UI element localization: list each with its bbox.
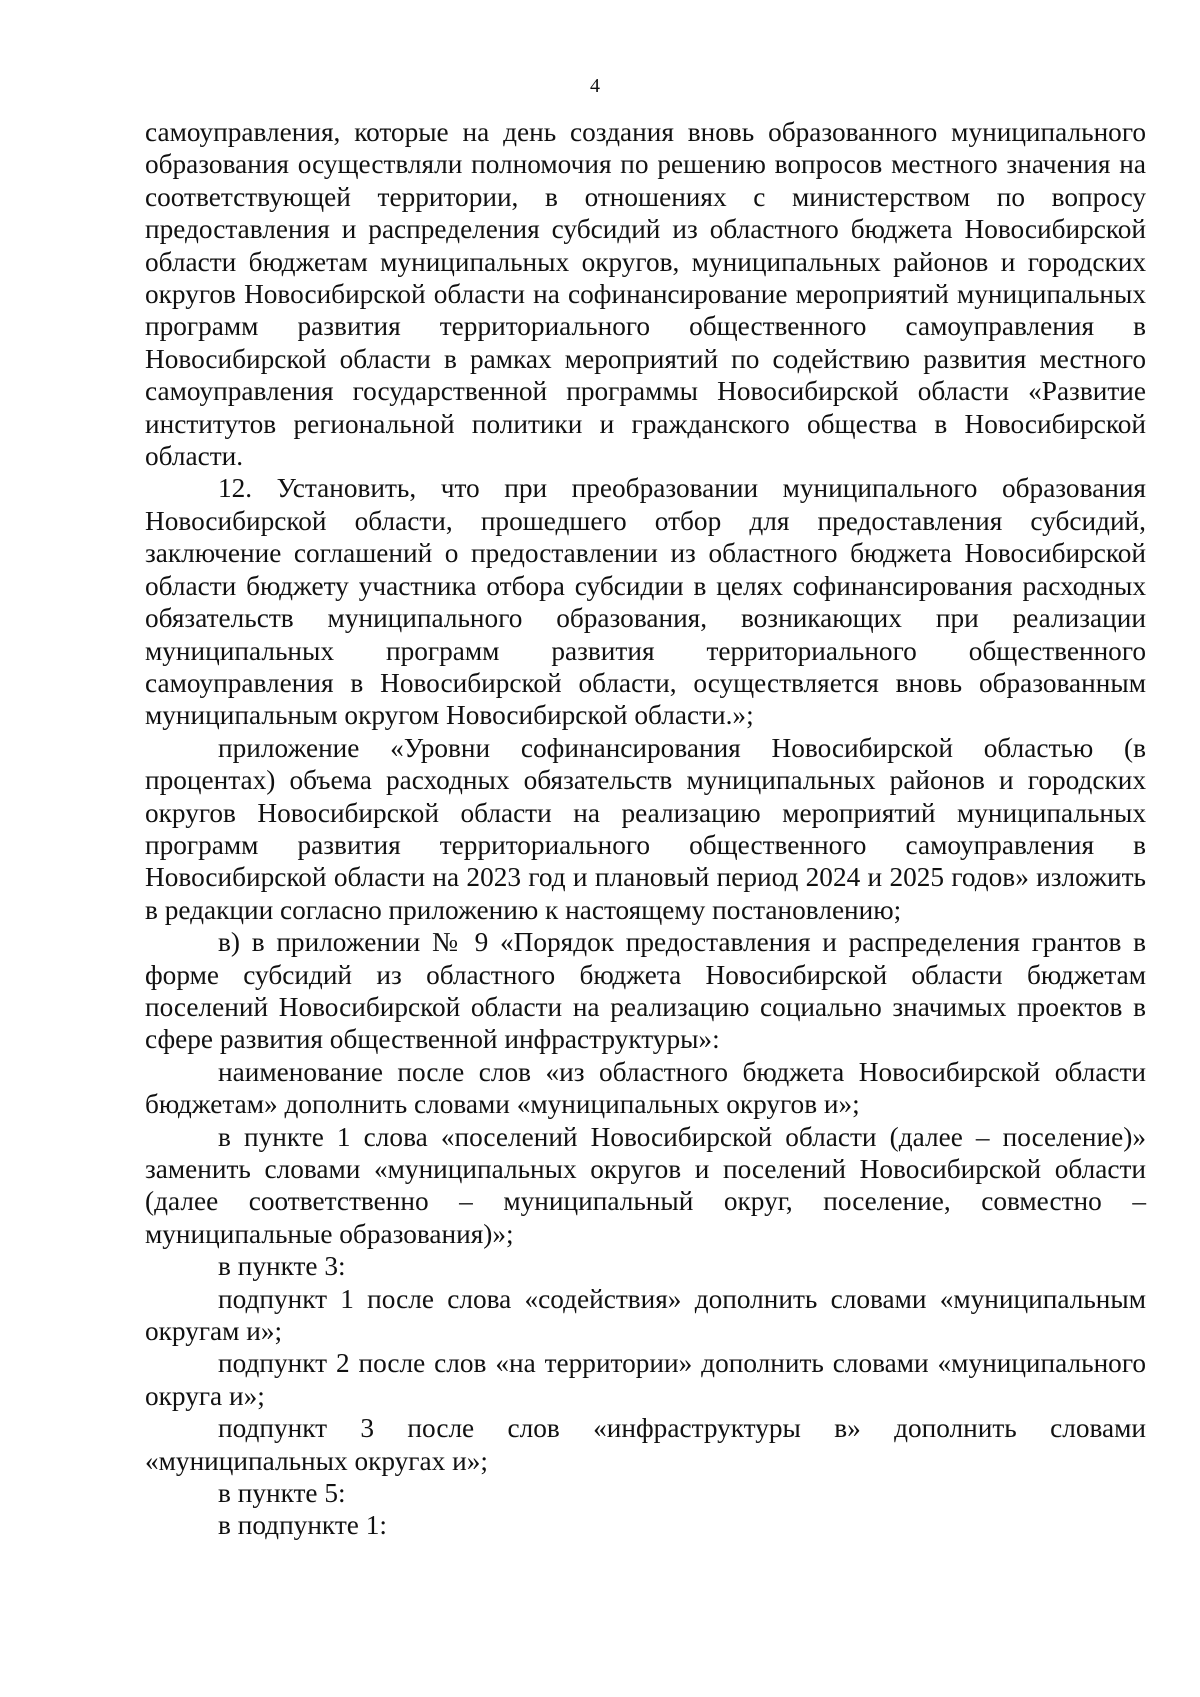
paragraph-subpoint-2: подпункт 2 после слов «на территории» дополнить словами «муниципального округа и»;	[145, 1348, 1146, 1411]
paragraph-point-1: в пункте 1 слова «поселений Новосибирской области (далее – поселение)» заменить словами «муниципальных округов и поселений Новосибирской области (далее соответственно – муниципальный округ, поселение, совместно – муниципальные образования)»;	[145, 1121, 1146, 1249]
paragraph-appendix: приложение «Уровни софинансирования Новосибирской областью (в процентах) объема расходных обязательств муниципальных районов и городских округов Новосибирской области на реализацию мероприятий муниципальных программ развития территориального общественного самоуправления в Новосибирской области на 2023 год и плановый период 2024 и 2025 годов» изложить в редакции согласно приложению к настоящему постановлению;	[145, 732, 1146, 925]
paragraph-name-amendment: наименование после слов «из областного бюджета Новосибирской области бюджетам» дополнить словами «муниципальных округов и»;	[145, 1056, 1146, 1120]
paragraph-point-5-subpoint-1: в подпункте 1:	[218, 1510, 387, 1541]
paragraph-item-12: 12. Установить, что при преобразовании муниципального образования Новосибирской области, прошедшего отбор для предоставления субсидий, заключение соглашений о предоставлении из областного бюджета Новосибирской области бюджету участника отбора субсидии в целях софинансирования расходных обязательств муниципального образования, возникающих при реализации муниципальных программ развития территориального общественного самоуправления в Новосибирской области, осуществляется вновь образованным муниципальным округом Новосибирской области.»;	[145, 473, 1146, 731]
paragraph-subitem-v: в) в приложении № 9 «Порядок предоставления и распределения грантов в форме субсидий из областного бюджета Новосибирской области бюджетам поселений Новосибирской области на реализацию социально значимых проектов в сфере развития общественной инфраструктуры»:	[145, 927, 1146, 1055]
paragraph-subpoint-3: подпункт 3 после слов «инфраструктуры в» дополнить словами «муниципальных округах и»;	[145, 1413, 1146, 1476]
paragraph-subpoint-1: подпункт 1 после слова «содействия» дополнить словами «муниципальным округам и»;	[145, 1283, 1146, 1347]
paragraph-point-3: в пункте 3:	[218, 1251, 346, 1282]
paragraph-continuation: самоуправления, которые на день создания вновь образованного муниципального образования осуществляли полномочия по решению вопросов местного значения на соответствующей территории, в отношениях с министерством по вопросу предоставления и распределения субсидий из областного бюджета Новосибирской области бюджетам муниципальных округов, муниципальных районов и городских округов Новосибирской области на софинансирование мероприятий муниципальных программ развития территориального общественного самоуправления в Новосибирской области в рамках мероприятий по содействию развития местного самоуправления государственной программы Новосибирской области «Развитие институтов региональной политики и гражданского общества в Новосибирской области.	[145, 117, 1146, 472]
page-number: 4	[590, 75, 600, 97]
document-body	[145, 116, 1146, 1542]
paragraph-point-5: в пункте 5:	[218, 1478, 346, 1509]
